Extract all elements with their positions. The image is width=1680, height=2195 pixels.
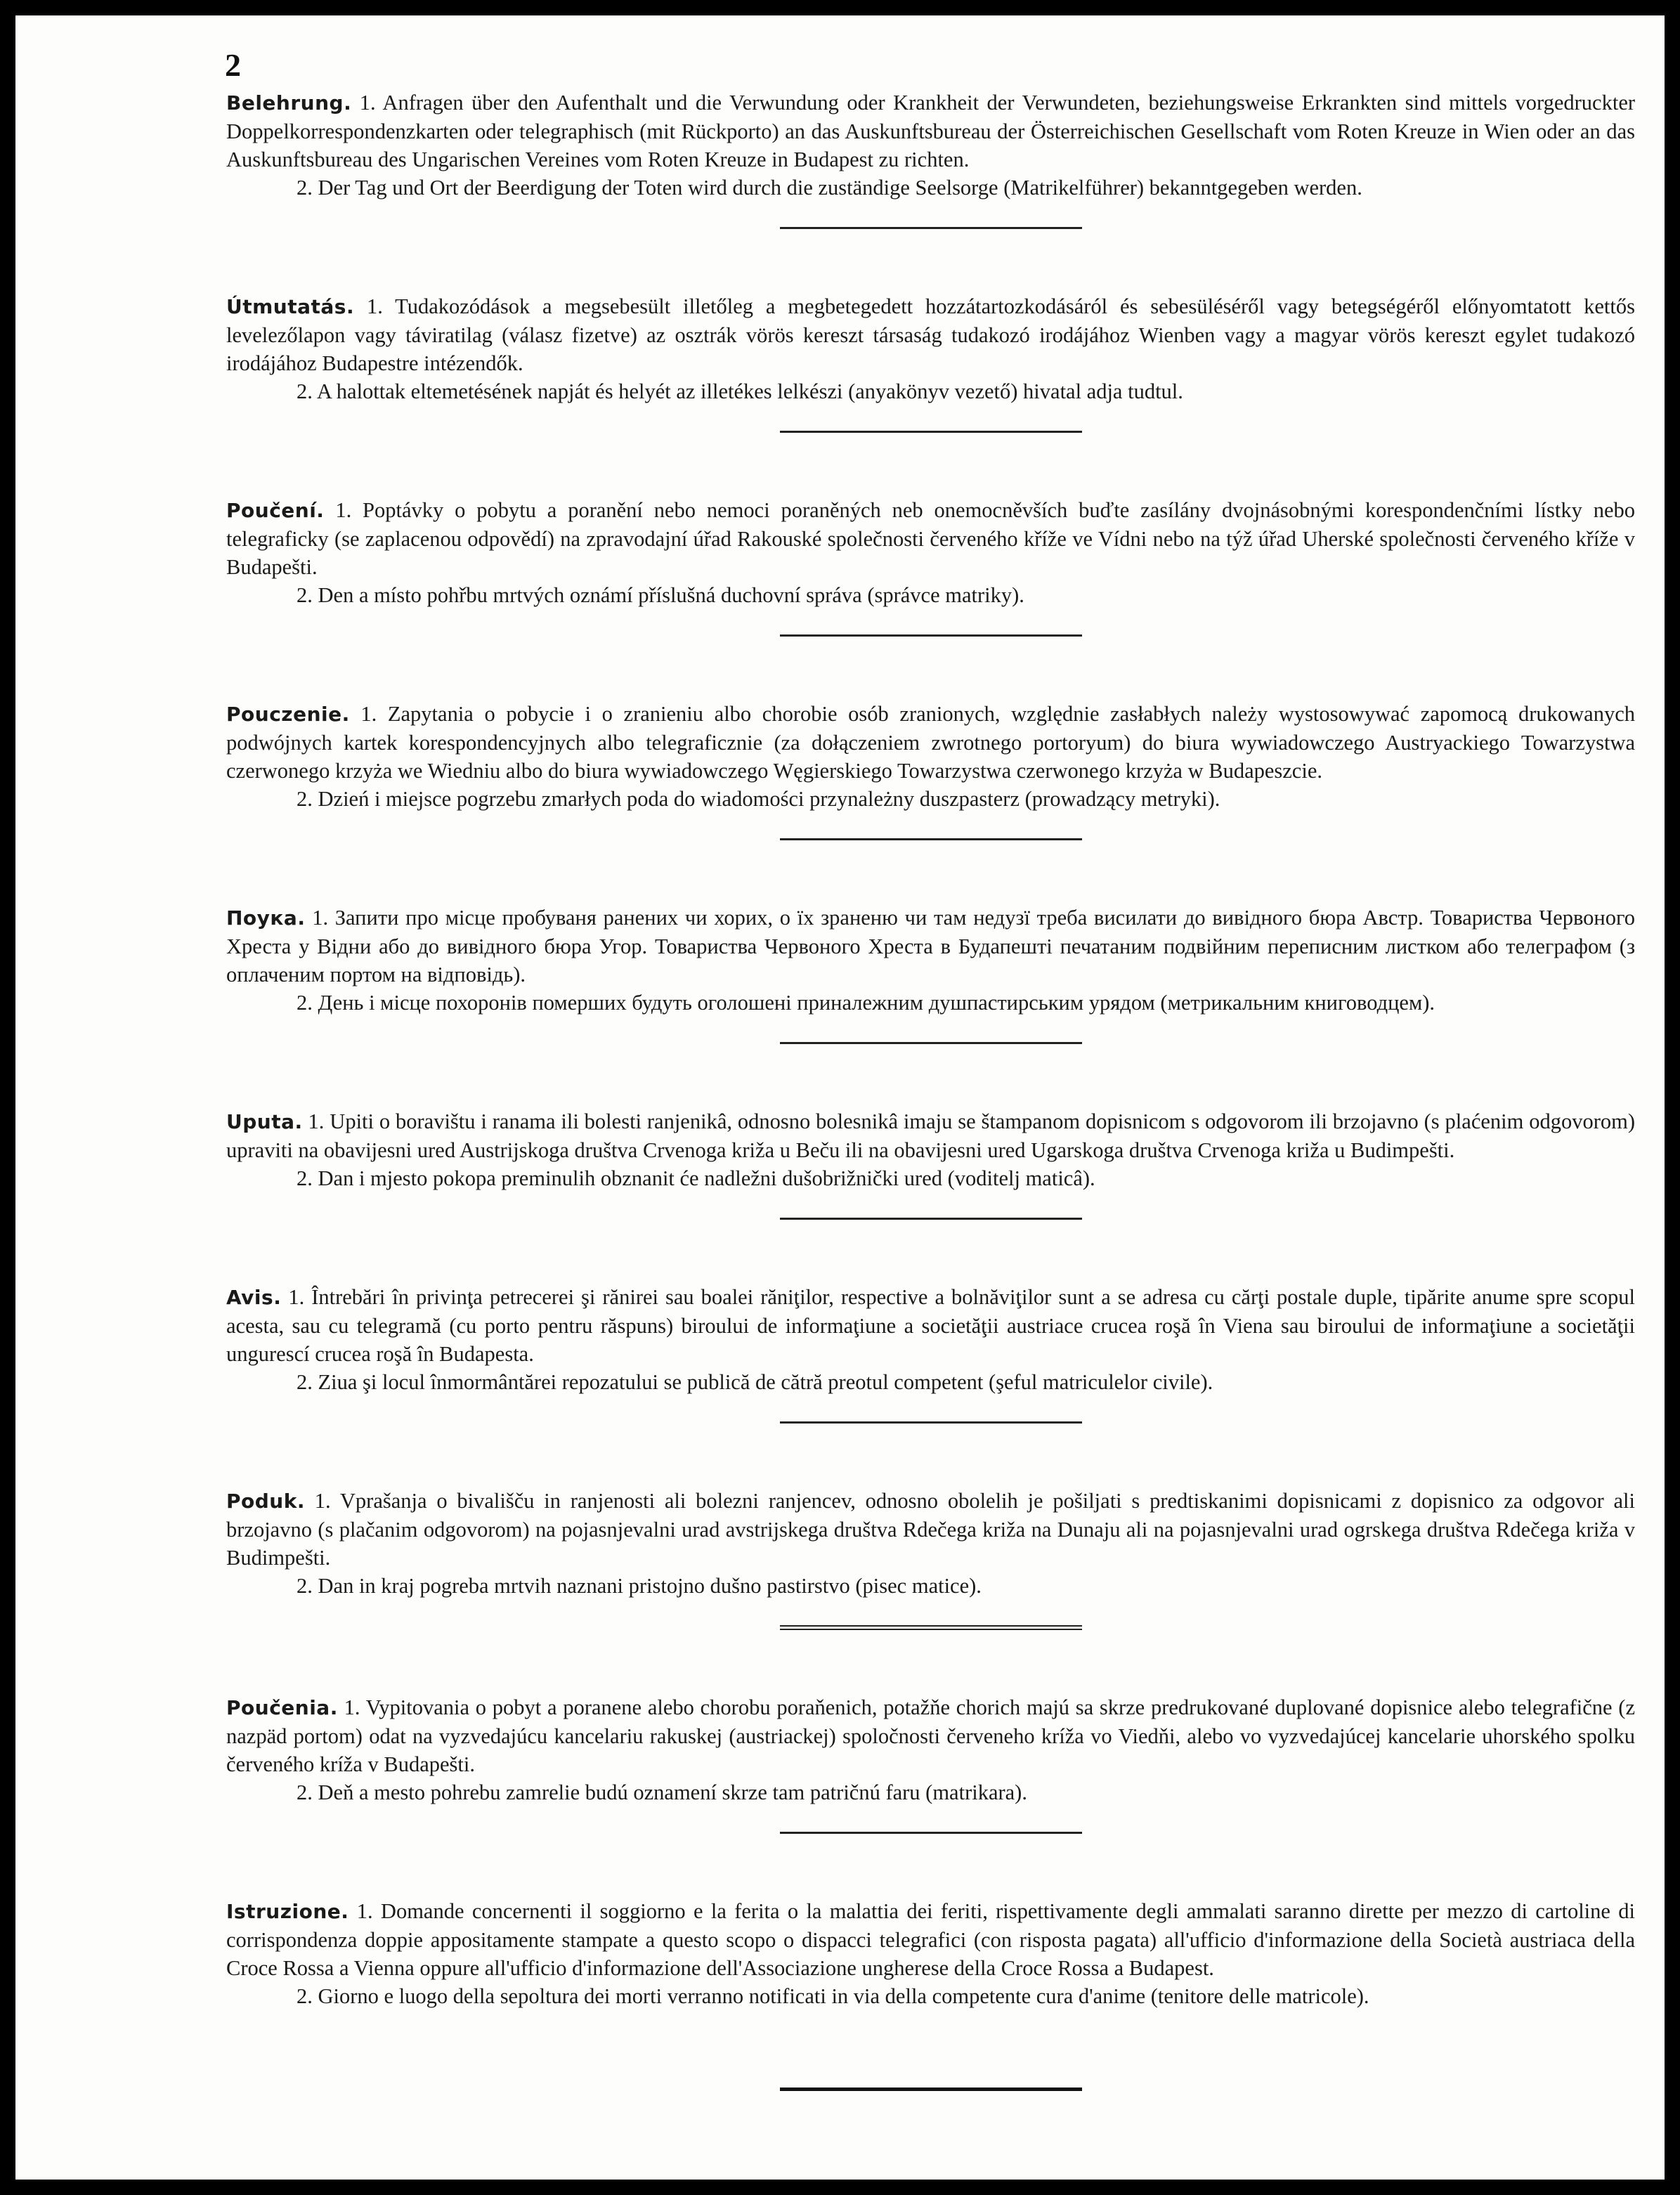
section-german-p1 — [226, 89, 1635, 174]
section-slovak-p1 — [226, 1693, 1635, 1778]
section-polish-p1 — [226, 700, 1635, 785]
section-ukrainian-heading: Поука. — [226, 906, 306, 930]
section-polish-p2: 2. Dzień i miejsce pogrzebu zmarłych poda do wiadomości przynależny duszpasterz (prowadzący metryki). — [297, 787, 1220, 811]
section-croatian-p2: 2. Dan i mjesto pokopa preminulih obznanit će nadležni dušobrižnički ured (voditelj maticâ). — [297, 1166, 1095, 1190]
section-italian — [226, 1897, 1635, 2010]
separator-rule — [780, 1218, 1082, 1220]
separator-rule — [780, 1421, 1082, 1424]
section-slovenian-p2: 2. Dan in kraj pogreba mrtvih naznani pristojno dušno pastirstvo (pisec matice). — [297, 1574, 982, 1598]
document-page — [15, 15, 1665, 2180]
section-croatian-text1: 1. Upiti o boravištu i ranama ili bolesti ranjenikâ, odnosno bolesnikâ imaju se štampanom dopisnicom s odgovorom ili brzojavno (s plaćenim odgovorom) upraviti na obavijesni ured Austrijskoga društva Crvenoga križa u Beču ili na obavijesni ured Ugarskoga društva Crvenoga križa u Budimpešti. — [226, 1109, 1636, 1162]
section-slovenian-heading: Poduk. — [226, 1490, 305, 1513]
section-czech-text1: 1. Poptávky o pobytu a poranění nebo nemoci poraněných neb onemocněvších buďte zasílány dvojnásobnými korespondenčními lístky nebo telegraficky (se zaplacenou odpovědí) na zpravodajní úřad Rakouské společnosti červeného kříže ve Vídni nebo na týž úřad Uherské společnosti červeného kříže v Budapešti. — [226, 498, 1635, 579]
section-romanian — [226, 1283, 1635, 1396]
section-polish-text1: 1. Zapytania o pobycie i o zranieniu albo chorobie osób zranionych, względnie zasłabłych należy wystosowywać zapomocą drukowanych podwójnych kartek korespondencyjnych albo telegraficznie (za dołączeniem zwrotnego portoryum) do biura wywiadowczego Austryackiego Towarzystwa czerwonego krzyża we Wiedniu albo do biura wywiadowczego Węgierskiego Towarzystwa czerwonego krzyża w Budapeszcie. — [226, 702, 1635, 783]
section-romanian-p2: 2. Ziua şi locul înmormântărei repozatului se publică de cătră preotul competent (şeful matriculelor civile). — [297, 1370, 1213, 1394]
section-romanian-text1: 1. Întrebări în privinţa petrecerei şi rănirei sau boalei răniţilor, respective a bolnăviţilor sunt a se adresa cu cărţi postale duple, tipărite anume spre scopul acesta, sau cu telegramă (cu porto pentru răspuns) biroului de informaţiune a societăţii austriace crucea roşă în Viena sau biroului de informaţiune a societăţii ungurescí crucea roşă în Budapesta. — [226, 1285, 1635, 1366]
separator-rule — [780, 1832, 1082, 1834]
section-hungarian-heading: Útmutatás. — [226, 295, 355, 318]
section-italian-text1: 1. Domande concernenti il soggiorno e la ferita o la malattia dei feriti, rispettivamente degli ammalati saranno dirette per mezzo di cartoline di corrispondenza doppie appositamente stampate a questo scopo o dispacci telegrafici (con risposta pagata) all'ufficio d'informazione della Società austriaca della Croce Rossa a Vienna oppure all'ufficio d'informazione dell'Associazione ungherese della Croce Rossa a Budapest. — [226, 1899, 1635, 1980]
section-german-p2: 2. Der Tag und Ort der Beerdigung der Toten wird durch die zuständige Seelsorge (Matrikelführer) bekanntgegeben werden. — [297, 176, 1362, 200]
section-italian-heading: Istruzione. — [226, 1900, 349, 1923]
separator-rule — [780, 1042, 1082, 1044]
closing-rule — [780, 2087, 1082, 2091]
section-romanian-p1 — [226, 1283, 1635, 1368]
section-german-text1: 1. Anfragen über den Aufenthalt und die Verwundung oder Krankheit der Verwundeten, beziehungsweise Erkrankten sind mittels vorgedruckter Doppelkorrespondenzkarten oder telegraphisch (mit Rückporto) an das Auskunftsbureau der Österreichischen Gesellschaft vom Roten Kreuze in Wien oder an das Auskunftsbureau des Ungarischen Vereines vom Roten Kreuze in Budapest zu richten. — [226, 91, 1636, 171]
separator-rule — [780, 431, 1082, 433]
section-czech-heading: Poučení. — [226, 499, 325, 522]
section-ukrainian-p2: 2. День і місце похоронів померших будуть оголошені приналежним душпастирським урядом (метрикальним книговодцем). — [297, 991, 1435, 1015]
section-hungarian — [226, 292, 1635, 405]
section-croatian-p1 — [226, 1107, 1635, 1164]
section-german-heading: Belehrung. — [226, 91, 352, 115]
section-polish — [226, 700, 1635, 813]
section-romanian-heading: Avis. — [226, 1286, 282, 1309]
section-hungarian-text1: 1. Tudakozódások a megsebesült illetőleg a megbetegedett hozzátartozkodásáról és sebesüléséről vagy betegségéről előnyomtatott kettős levelezőlapon vagy táviratilag (válasz fizetve) az osztrák vörös kereszt társaság tudakozó irodájához Wienben vagy a magyar vörös kereszt egylet tudakozó irodájához Budapestre intézendők. — [226, 294, 1636, 375]
page-number: 2 — [225, 47, 241, 83]
separator-rule-double — [780, 1625, 1082, 1630]
section-czech-p2: 2. Den a místo pohřbu mrtvých oznámí příslušná duchovní správa (správce matriky). — [297, 583, 1024, 607]
section-ukrainian — [226, 904, 1635, 1017]
section-ukrainian-text1: 1. Запити про місце пробуваня ранених чи хорих, о їх зраненю чи там недузї треба висилати до вивідного бюра Австр. Товариства Червоного Хреста у Відни або до вивідного бюра Угор. Товариства Червоного Хреста в Будапешті печатаним подвійним переписним листком або телеграфом (з оплаченим портом на відповідь). — [226, 906, 1636, 986]
section-slovenian — [226, 1487, 1635, 1600]
section-ukrainian-p1 — [226, 904, 1635, 989]
section-slovak-heading: Poučenia. — [226, 1696, 338, 1719]
section-czech-p1 — [226, 496, 1635, 581]
section-slovak-p2: 2. Deň a mesto pohrebu zamrelie budú oznamení skrze tam patričnú faru (matrikara). — [297, 1780, 1027, 1804]
section-italian-p2: 2. Giorno e luogo della sepoltura dei morti verranno notificati in via della competente cura d'anime (tenitore delle matricole). — [297, 1984, 1369, 2008]
separator-rule — [780, 634, 1082, 637]
section-hungarian-p1 — [226, 292, 1635, 377]
section-slovenian-text1: 1. Vprašanja o bivališču in ranjenosti ali bolezni ranjencev, odnosno obolelih je pošiljati s predtiskanimi dopisnicami z dopisnico za odgovor ali brzojavno (s plačanim odgovorom) na pojasnjevalni urad avstrijskega društva Rdečega križa na Dunaju ali na pojasnjevalni urad ogrskega društva Rdečega križa v Budimpešti. — [226, 1489, 1635, 1570]
section-slovak-text1: 1. Vypitovania o pobyt a poranene alebo chorobu poraňenich, potažňe chorich majú sa skrze predrukované duplované dopisnice alebo telegrafične (z nazpäd portom) odat na vyzvedajúcu kancelariu rakuskej (austriackej) spoločnosti červeneho kríža vo Viedňi, alebo vo vyzvedajúcej kancelarie uhorského spolku červeného kríža v Budapešti. — [226, 1695, 1635, 1776]
section-croatian — [226, 1107, 1635, 1192]
section-polish-heading: Pouczenie. — [226, 703, 350, 726]
section-hungarian-p2: 2. A halottak eltemetésének napját és helyét az illetékes lelkészi (anyakönyv vezető) hivatal adja tudtul. — [297, 379, 1183, 403]
instructions-body — [226, 89, 1635, 2091]
section-german — [226, 89, 1635, 202]
section-croatian-heading: Uputa. — [226, 1110, 303, 1133]
section-czech — [226, 496, 1635, 609]
section-italian-p1 — [226, 1897, 1635, 1982]
separator-rule — [780, 227, 1082, 229]
section-slovenian-p1 — [226, 1487, 1635, 1572]
separator-rule — [780, 838, 1082, 840]
section-slovak — [226, 1693, 1635, 1806]
